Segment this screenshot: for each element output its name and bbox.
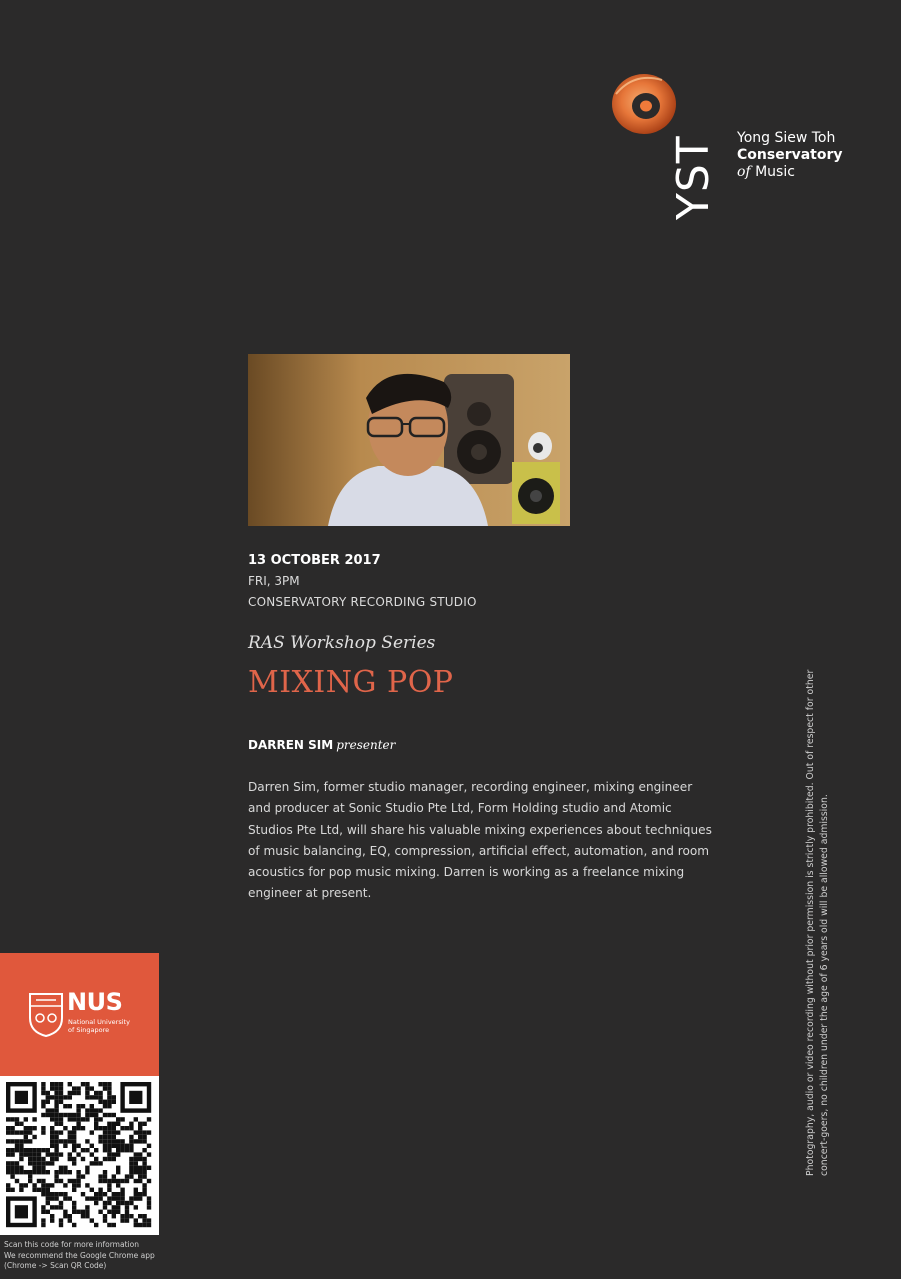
nus-full-name: National University of Singapore	[68, 1018, 130, 1034]
conservatory-name	[737, 130, 843, 181]
nus-wordmark: NUS	[67, 988, 123, 1016]
qr-code-icon[interactable]	[0, 1076, 159, 1235]
event-time: FRI, 3PM	[248, 574, 300, 588]
qr-note-line-2: We recommend the Google Chrome app	[4, 1250, 155, 1260]
disclaimer-text: Photography, audio or video recording without prior permission is strictly prohibited. Out of respect for other concert-goers, no children under the age of 6 years old will be allowed admission.	[805, 669, 830, 1176]
presenter-role: presenter	[336, 738, 396, 752]
brand-line-3: of Music	[737, 164, 795, 180]
disclaimer-container	[804, 664, 832, 1176]
brand-line-2: Conservatory	[737, 147, 843, 163]
series-title: RAS Workshop Series	[248, 633, 436, 653]
brand-line-1: Yong Siew Toh	[737, 130, 836, 146]
nus-crest-icon	[28, 992, 64, 1038]
presenter-photo	[248, 354, 570, 526]
qr-note-line-1: Scan this code for more information	[4, 1240, 139, 1249]
qr-instructions	[4, 1240, 155, 1272]
yst-disc-logo-icon	[604, 64, 680, 140]
event-venue: CONSERVATORY RECORDING STUDIO	[248, 595, 477, 609]
event-description: Darren Sim, former studio manager, recording engineer, mixing engineer and producer at Sonic Studio Pte Ltd, Form Holding studio and Atomic Studios Pte Ltd, will share his valuable mixing experiences about techniques of music balancing, EQ, compression, artificial effect, automation, and room acoustics for pop music mixing. Darren is working as a freelance mixing engineer at present.	[248, 780, 712, 901]
presenter-name: DARREN SIM	[248, 738, 334, 752]
presenter-credit	[248, 738, 395, 752]
yst-logo-letters: YST	[668, 135, 719, 220]
event-date: 13 OCTOBER 2017	[248, 553, 381, 568]
event-title: MIXING POP	[248, 665, 454, 700]
qr-note-line-3: (Chrome -> Scan QR Code)	[4, 1261, 107, 1270]
